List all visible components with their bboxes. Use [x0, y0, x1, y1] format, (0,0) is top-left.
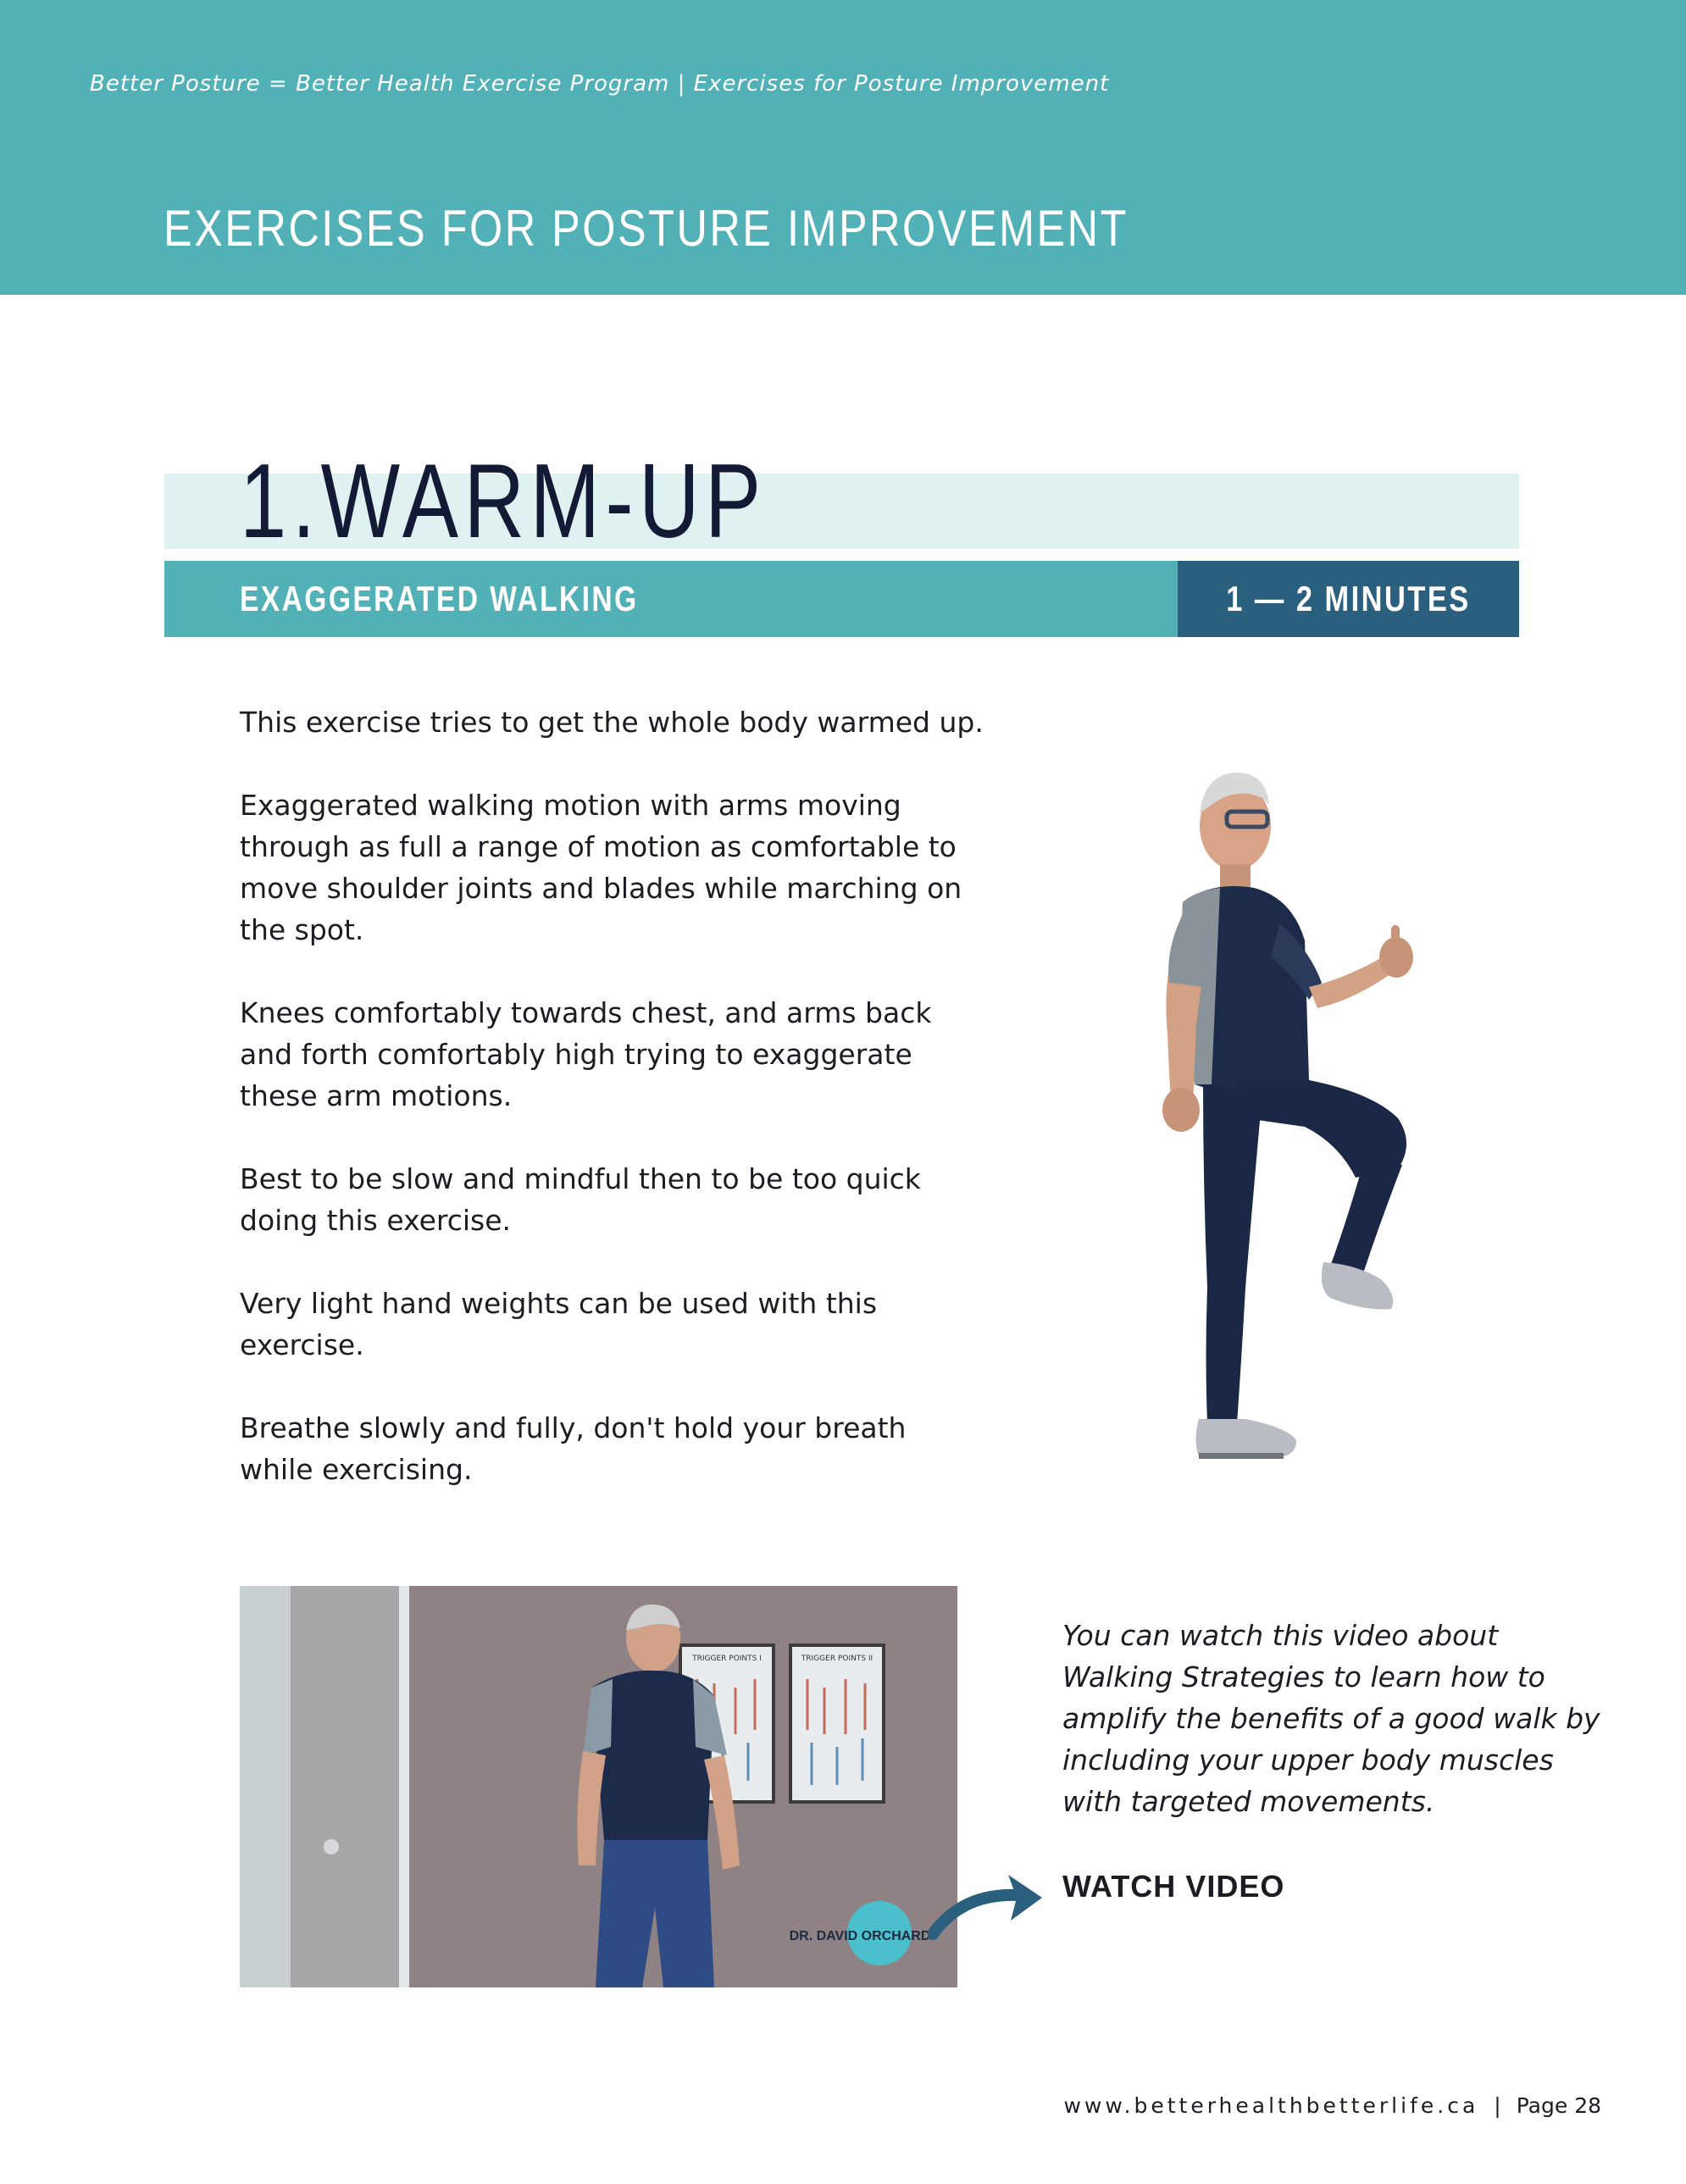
- exercise-name-bar: [164, 561, 1178, 637]
- footer-separator: |: [1494, 2093, 1501, 2118]
- description-paragraph: Exaggerated walking motion with arms moving through as full a range of motion as comfortable to move shoulder joints and blades while marching on the spot.: [240, 789, 962, 946]
- description-paragraph: This exercise tries to get the whole body warmed up.: [240, 706, 984, 739]
- poster-left-label: TRIGGER POINTS I: [692, 1655, 762, 1663]
- exercise-duration-box: [1178, 561, 1519, 637]
- exercise-name: EXAGGERATED WALKING: [240, 579, 639, 618]
- watch-video-link[interactable]: WATCH VIDEO: [1062, 1869, 1285, 1904]
- exercise-duration: 1 — 2 MINUTES: [1226, 579, 1471, 618]
- breadcrumb: Better Posture = Better Health Exercise Program | Exercises for Posture Improvement: [90, 71, 1110, 97]
- footer-url[interactable]: www.betterhealthbetterlife.ca: [1063, 2093, 1479, 2118]
- exercise-demo-figure: [1127, 746, 1483, 1508]
- page-footer: [1063, 2093, 1601, 2120]
- arrow-right-icon: [928, 1860, 1046, 1944]
- description-paragraph: Best to be slow and mindful then to be too quick doing this exercise.: [240, 1162, 921, 1237]
- page-number: Page 28: [1516, 2093, 1601, 2118]
- poster-right-label: TRIGGER POINTS II: [801, 1655, 874, 1663]
- exercise-description: [240, 701, 985, 1490]
- page-title: EXERCISES FOR POSTURE IMPROVEMENT: [164, 200, 1129, 257]
- description-paragraph: Breathe slowly and fully, don't hold your breath while exercising.: [240, 1411, 907, 1486]
- section-title: 1.WARM-UP: [240, 443, 767, 560]
- video-logo-text: DR. DAVID ORCHARD: [789, 1929, 931, 1943]
- description-paragraph: Knees comfortably towards chest, and arms back and forth comfortably high trying to exaggerate these arm motions.: [240, 996, 932, 1112]
- video-caption: You can watch this video about Walking Strategies to learn how to amplify the benefits of a good walk by including your upper body muscles with targeted movements.: [1062, 1619, 1600, 1818]
- page-header: [0, 0, 1686, 295]
- description-paragraph: Very light hand weights can be used with this exercise.: [240, 1287, 878, 1361]
- video-thumbnail[interactable]: [240, 1586, 957, 1987]
